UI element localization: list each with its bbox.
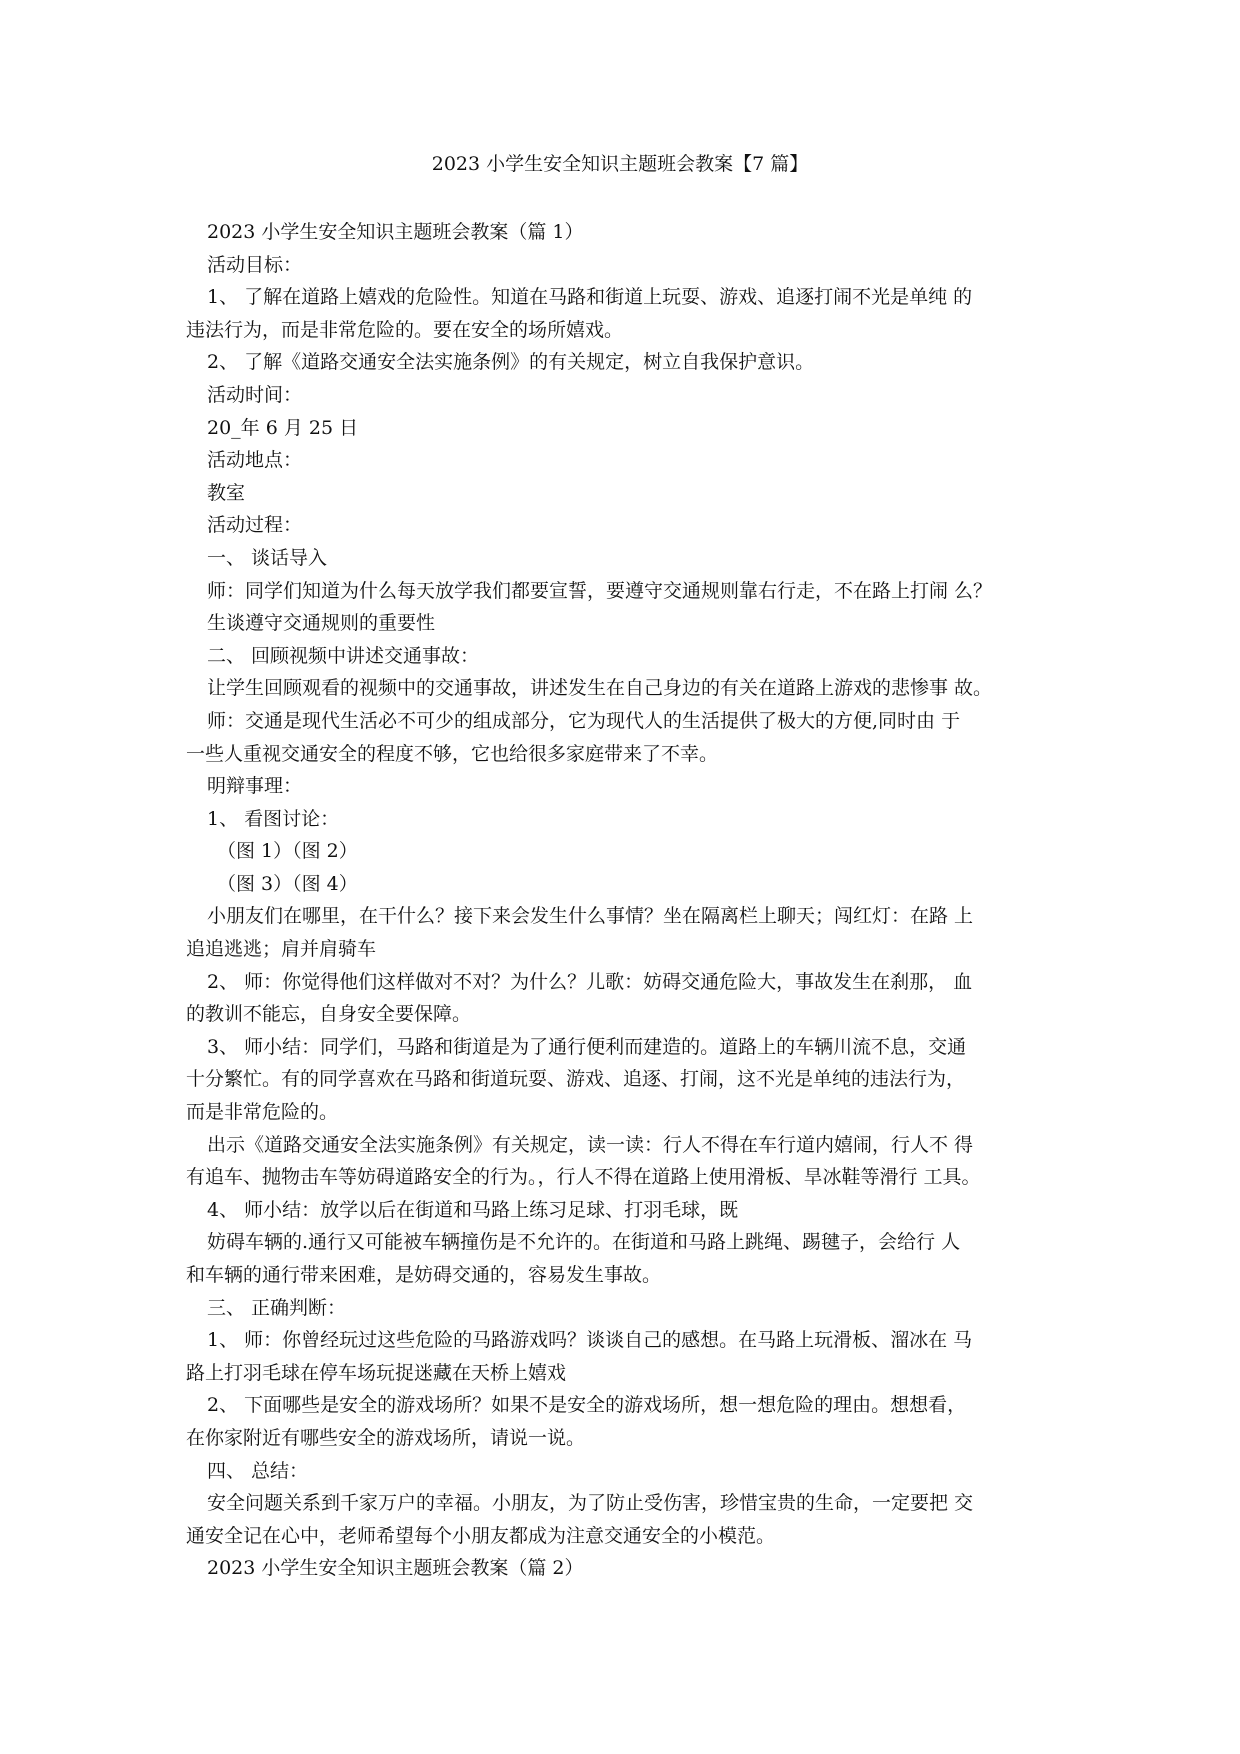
text-line: 路上打羽毛球在停车场玩捉迷藏在天桥上嬉戏 — [186, 1361, 567, 1384]
text-line: 十分繁忙。有的同学喜欢在马路和街道玩耍、游戏、追逐、打闹，这不光是单纯的违法行为， — [186, 1068, 966, 1091]
text-line: 1、 了解在道路上嬉戏的危险性。知道在马路和街道上玩耍、游戏、追逐打闹不光是单纯 的 — [207, 286, 973, 309]
text-line: 让学生回顾观看的视频中的交通事故，讲述发生在自己身边的有关在道路上游戏的悲惨事 故。 — [207, 677, 993, 700]
text-line: 二、 回顾视频中讲述交通事故： — [207, 644, 480, 667]
text-line: 的教训不能忘，自身安全要保障。 — [186, 1003, 472, 1026]
text-line: 一、 谈话导入 — [207, 546, 328, 569]
text-line: 而是非常危险的。 — [186, 1101, 339, 1124]
text-line: 三、 正确判断： — [207, 1296, 347, 1319]
text-line: 师：同学们知道为什么每天放学我们都要宣誓，要遵守交通规则靠右行走，不在路上打闹 么？ — [207, 579, 993, 602]
text-line: 妨碍车辆的.通行又可能被车辆撞伤是不允许的。在街道和马路上跳绳、踢毽子，会给行 人 — [207, 1231, 961, 1254]
document-title: 2023 小学生安全知识主题班会教案【7 篇】 — [431, 153, 809, 175]
text-line: 活动时间： — [207, 383, 303, 406]
text-line: 小朋友们在哪里，在干什么？接下来会发生什么事情？坐在隔离栏上聊天；闯红灯：在路 上 — [207, 905, 974, 928]
text-line: 2、 师：你觉得他们这样做对不对？为什么？儿歌：妨碍交通危险大，事故发生在刹那， 血 — [207, 970, 973, 993]
text-line: 1、 师：你曾经玩过这些危险的马路游戏吗？谈谈自己的感想。在马路上玩滑板、溜冰在 马 — [207, 1329, 973, 1352]
text-line: 2023 小学生安全知识主题班会教案（篇 1） — [207, 221, 584, 243]
text-line: 4、 师小结：放学以后在街道和马路上练习足球、打羽毛球，既 — [207, 1198, 739, 1221]
text-line: （图 1）（图 2） — [217, 840, 358, 863]
text-line: 2、 了解《道路交通安全法实施条例》的有关规定，树立自我保护意识。 — [207, 351, 815, 374]
text-line: 一些人重视交通安全的程度不够，它也给很多家庭带来了不幸。 — [186, 742, 719, 765]
text-line: 有追车、抛物击车等妨碍道路安全的行为。，行人不得在道路上使用滑板、旱冰鞋等滑行 工具。 — [186, 1166, 981, 1189]
text-line: 安全问题关系到千家万户的幸福。小朋友，为了防止受伤害，珍惜宝贵的生命，一定要把 交 — [207, 1492, 974, 1515]
text-line: 2023 小学生安全知识主题班会教案（篇 2） — [207, 1557, 584, 1580]
text-line: 活动目标： — [207, 253, 303, 276]
text-line: 四、 总结： — [207, 1459, 309, 1482]
text-line: 活动地点： — [207, 449, 303, 472]
text-line: 2、 下面哪些是安全的游戏场所？如果不是安全的游戏场所，想一想危险的理由。想想看， — [207, 1394, 967, 1417]
text-line: 违法行为，而是非常危险的。要在安全的场所嬉戏。 — [186, 318, 624, 341]
document-body — [186, 216, 1066, 1585]
text-line: 和车辆的通行带来困难，是妨碍交通的，容易发生事故。 — [186, 1264, 662, 1286]
text-line: 明辩事理： — [207, 775, 303, 798]
text-line: （图 3）（图 4） — [217, 872, 358, 895]
text-line: 活动过程： — [207, 514, 303, 537]
text-line: 在你家附近有哪些安全的游戏场所，请说一说。 — [186, 1426, 586, 1449]
text-line: 3、 师小结：同学们，马路和街道是为了通行便利而建造的。道路上的车辆川流不息，交通 — [207, 1035, 967, 1058]
text-line: 通安全记在心中，老师希望每个小朋友都成为注意交通安全的小模范。 — [186, 1524, 776, 1547]
text-line: 20_年 6 月 25 日 — [207, 416, 359, 439]
text-line: 追追逃逃；肩并肩骑车 — [186, 938, 377, 961]
text-line: 生谈遵守交通规则的重要性 — [207, 612, 436, 635]
text-line: 师：交通是现代生活必不可少的组成部分，它为现代人的生活提供了极大的方便,同时由 于 — [207, 709, 961, 732]
text-line: 出示《道路交通安全法实施条例》有关规定，读一读：行人不得在车行道内嬉闹，行人不 得 — [207, 1133, 974, 1156]
text-line: 教室 — [207, 481, 246, 504]
text-line: 1、 看图讨论： — [207, 807, 340, 830]
